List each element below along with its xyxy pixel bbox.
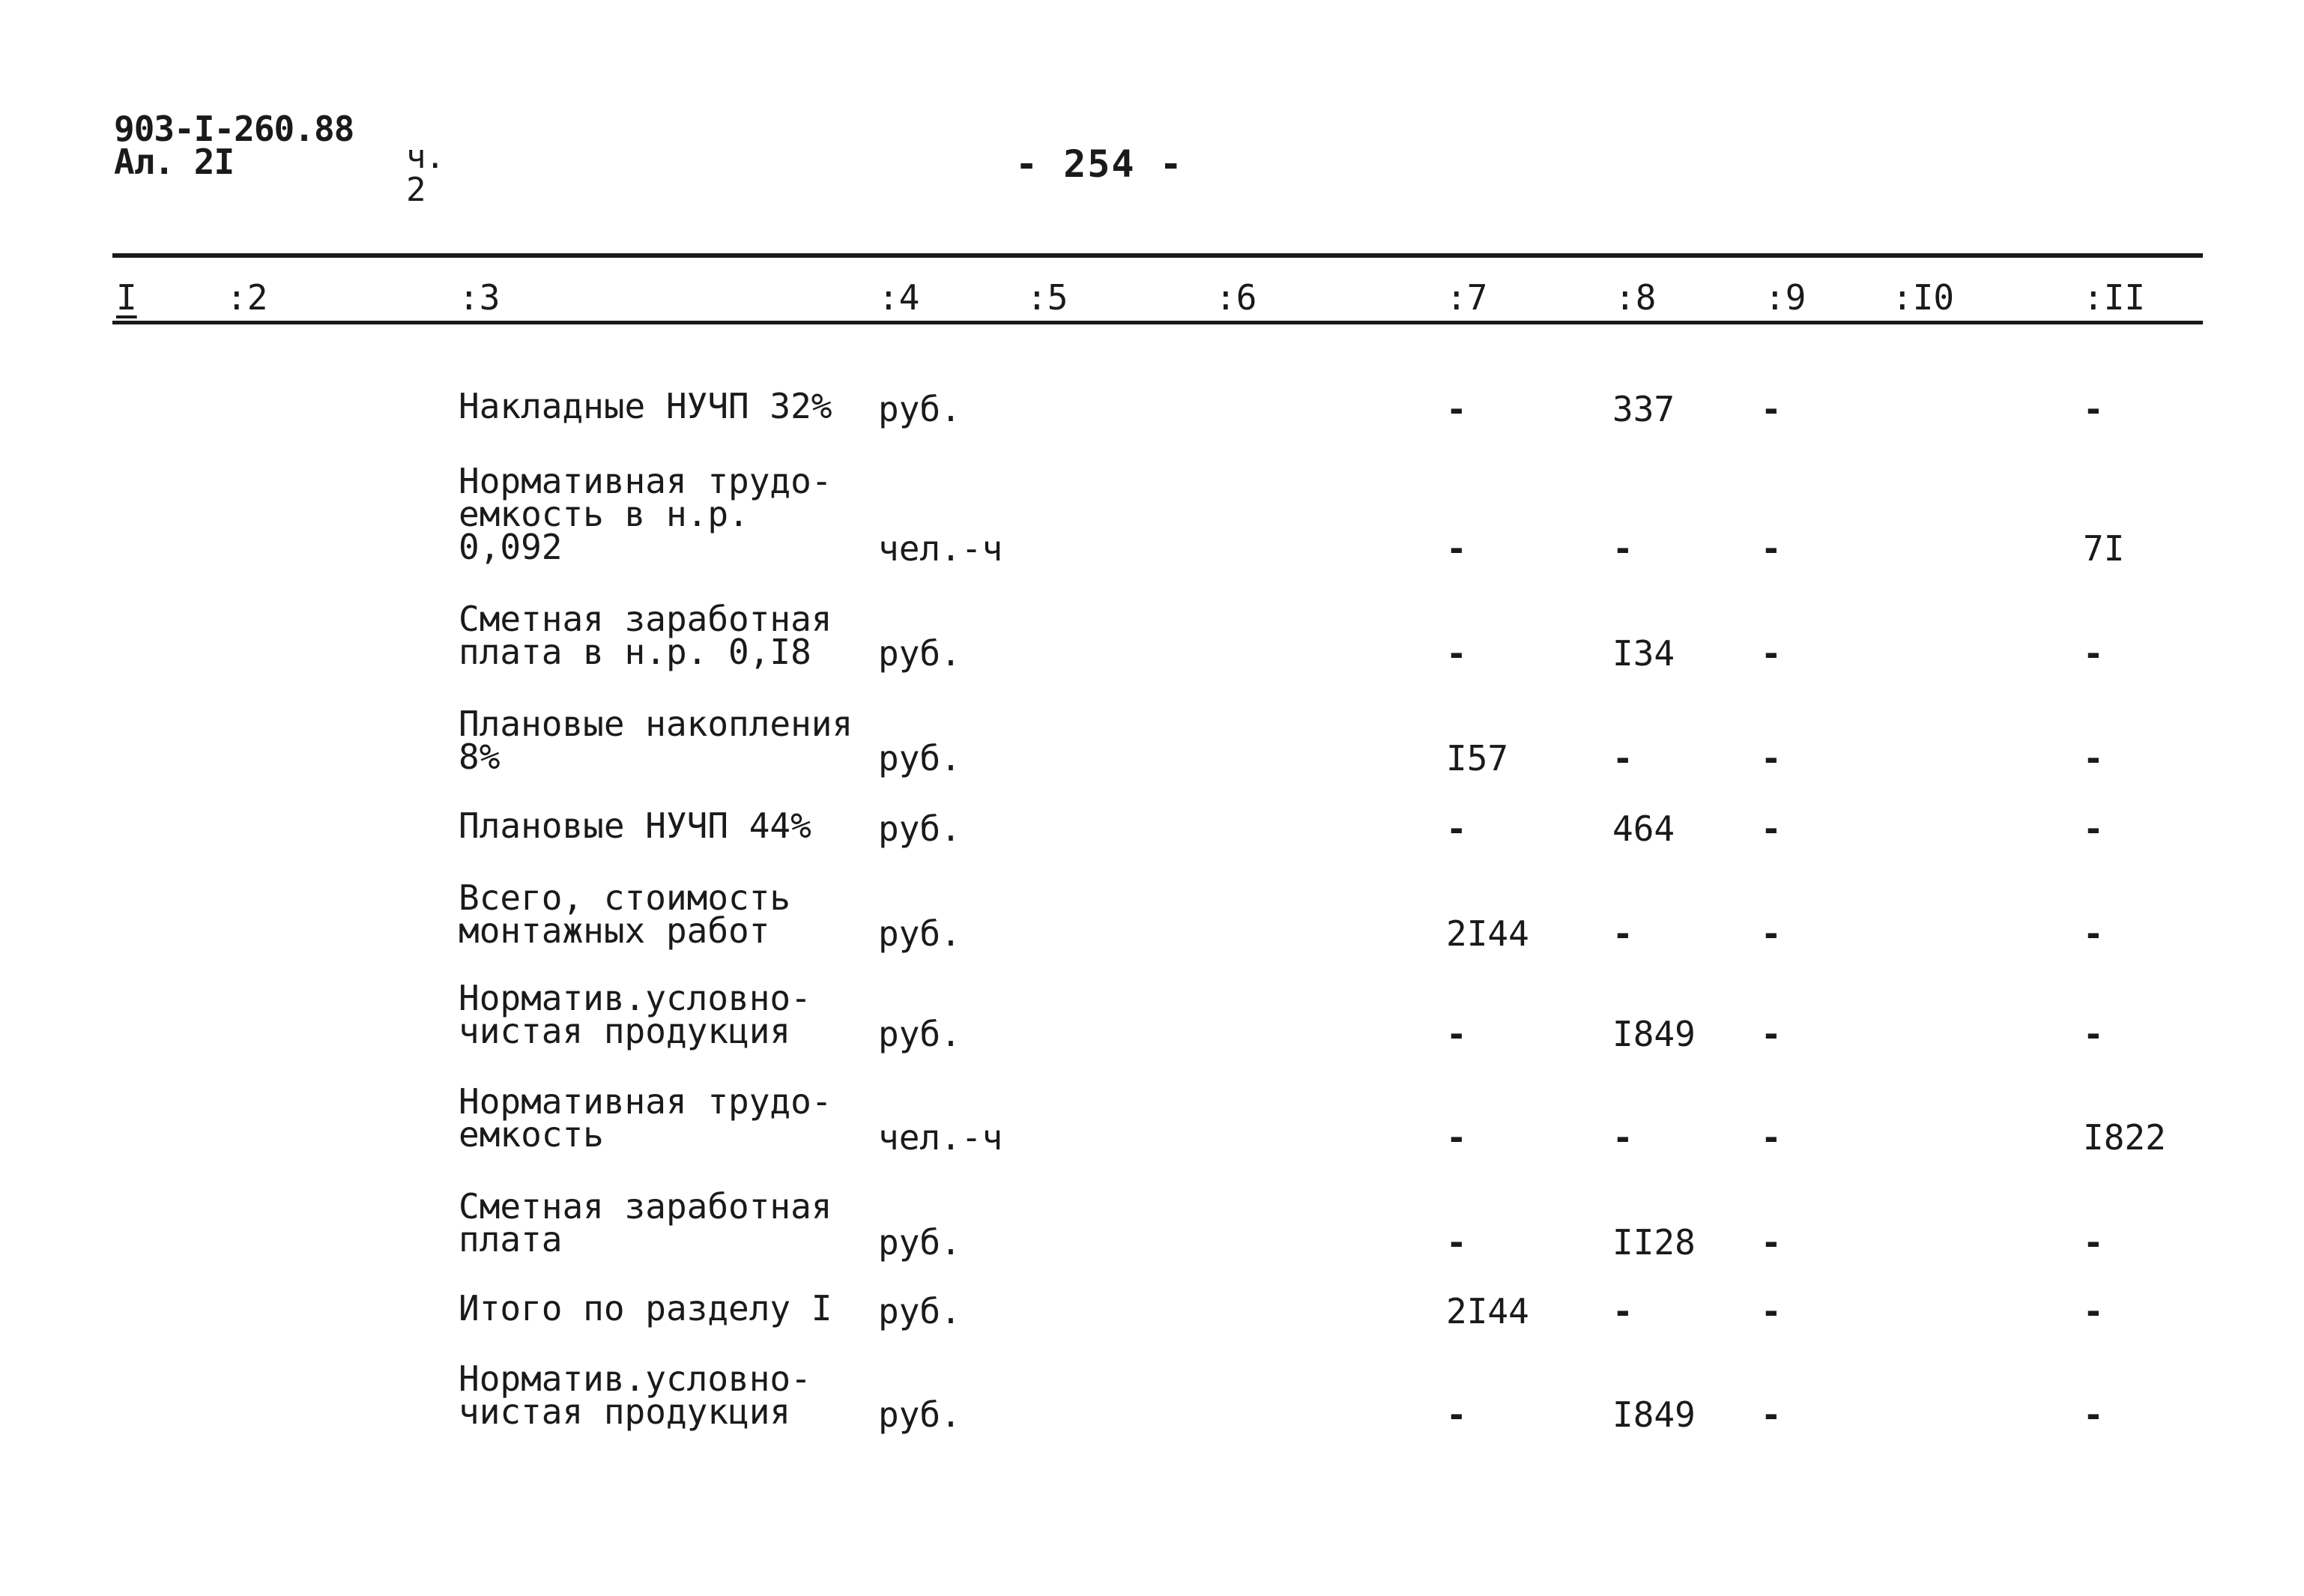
- row-unit: руб.: [878, 1291, 961, 1331]
- row-value-col8: -: [1612, 528, 1633, 569]
- column-header-5: :5: [1026, 277, 1068, 318]
- row-value-col11: -: [2083, 633, 2104, 674]
- row-value-col11: 7I: [2083, 528, 2125, 569]
- row-description: Норматив.условно- чистая продукция: [459, 978, 811, 1051]
- header-top-rule: [112, 253, 2203, 258]
- row-value-col7: -: [1446, 389, 1467, 429]
- row-description: Норматив.условно- чистая продукция: [459, 1358, 811, 1432]
- row-unit: руб.: [878, 1014, 961, 1054]
- column-header-6: :6: [1215, 277, 1257, 318]
- row-description: Итого по разделу I: [459, 1288, 832, 1329]
- document-code-block: [114, 109, 444, 209]
- row-value-col9: -: [1761, 1014, 1782, 1054]
- row-value-col7: -: [1446, 633, 1467, 674]
- row-value-col11: -: [2083, 1291, 2104, 1331]
- row-unit: руб.: [878, 389, 961, 429]
- column-header-7: :7: [1446, 277, 1488, 318]
- row-unit: руб.: [878, 738, 961, 779]
- row-value-col7: -: [1446, 808, 1467, 849]
- row-value-col9: -: [1761, 1291, 1782, 1331]
- row-unit: руб.: [878, 913, 961, 954]
- row-value-col9: -: [1761, 913, 1782, 954]
- row-value-col9: -: [1761, 808, 1782, 849]
- row-value-col7: -: [1446, 1014, 1467, 1054]
- row-description: Нормативная трудо- емкость в н.р. 0,092: [459, 461, 832, 567]
- row-description: Плановые НУЧП 44%: [459, 805, 811, 846]
- row-unit: руб.: [878, 633, 961, 674]
- column-header-8: :8: [1615, 277, 1657, 318]
- row-value-col8: I849: [1612, 1394, 1696, 1435]
- column-header-11: :II: [2083, 277, 2146, 318]
- row-value-col8: II28: [1612, 1222, 1696, 1263]
- row-unit: руб.: [878, 1222, 961, 1263]
- column-header-9: :9: [1765, 277, 1806, 318]
- row-value-col8: -: [1612, 738, 1633, 779]
- sheet-number: Ал. 2I: [114, 142, 235, 182]
- row-value-col11: -: [2083, 738, 2104, 779]
- row-description: Сметная заработная плата: [459, 1186, 832, 1260]
- row-value-col11: -: [2083, 1014, 2104, 1054]
- row-value-col8: 337: [1612, 389, 1675, 429]
- column-header-4: :4: [878, 277, 920, 318]
- row-value-col8: -: [1612, 913, 1633, 954]
- row-value-col11: -: [2083, 1222, 2104, 1263]
- column-header-10: :I0: [1892, 277, 1955, 318]
- row-value-col9: -: [1761, 633, 1782, 674]
- row-value-col11: -: [2083, 913, 2104, 954]
- column-header-3: :3: [459, 277, 501, 318]
- row-unit: руб.: [878, 1394, 961, 1435]
- row-value-col8: -: [1612, 1291, 1633, 1331]
- row-value-col11: -: [2083, 808, 2104, 849]
- row-value-col9: -: [1761, 1222, 1782, 1263]
- row-value-col9: -: [1761, 389, 1782, 429]
- row-value-col8: I34: [1612, 633, 1675, 674]
- part-number: ч. 2: [406, 138, 444, 209]
- row-value-col7: -: [1446, 1394, 1467, 1435]
- header-bottom-rule: [112, 321, 2203, 324]
- document-code: 903-I-260.88: [114, 109, 354, 149]
- row-description: Накладные НУЧП 32%: [459, 386, 832, 426]
- page-number: - 254 -: [1015, 142, 1184, 186]
- row-value-col7: -: [1446, 1117, 1467, 1158]
- row-value-col8: -: [1612, 1117, 1633, 1158]
- row-value-col7: -: [1446, 1222, 1467, 1263]
- row-value-col11: I822: [2083, 1117, 2166, 1158]
- column-header-2: :2: [226, 277, 268, 318]
- row-value-col9: -: [1761, 1117, 1782, 1158]
- row-value-col9: -: [1761, 528, 1782, 569]
- row-value-col9: -: [1761, 738, 1782, 779]
- row-value-col7: 2I44: [1446, 1291, 1529, 1331]
- row-description: Плановые накопления 8%: [459, 704, 853, 777]
- row-unit: чел.-ч: [878, 528, 1003, 569]
- row-value-col8: I849: [1612, 1014, 1696, 1054]
- row-description: Сметная заработная плата в н.р. 0,I8: [459, 599, 832, 672]
- row-unit: чел.-ч: [878, 1117, 1003, 1158]
- row-description: Всего, стоимость монтажных работ: [459, 877, 791, 951]
- row-value-col11: -: [2083, 389, 2104, 429]
- row-description: Нормативная трудо- емкость: [459, 1081, 832, 1155]
- row-value-col7: I57: [1446, 738, 1509, 779]
- row-value-col8: 464: [1612, 808, 1675, 849]
- row-value-col9: -: [1761, 1394, 1782, 1435]
- row-value-col11: -: [2083, 1394, 2104, 1435]
- row-value-col7: -: [1446, 528, 1467, 569]
- row-value-col7: 2I44: [1446, 913, 1529, 954]
- row-unit: руб.: [878, 808, 961, 849]
- column-header-1: I: [116, 277, 137, 318]
